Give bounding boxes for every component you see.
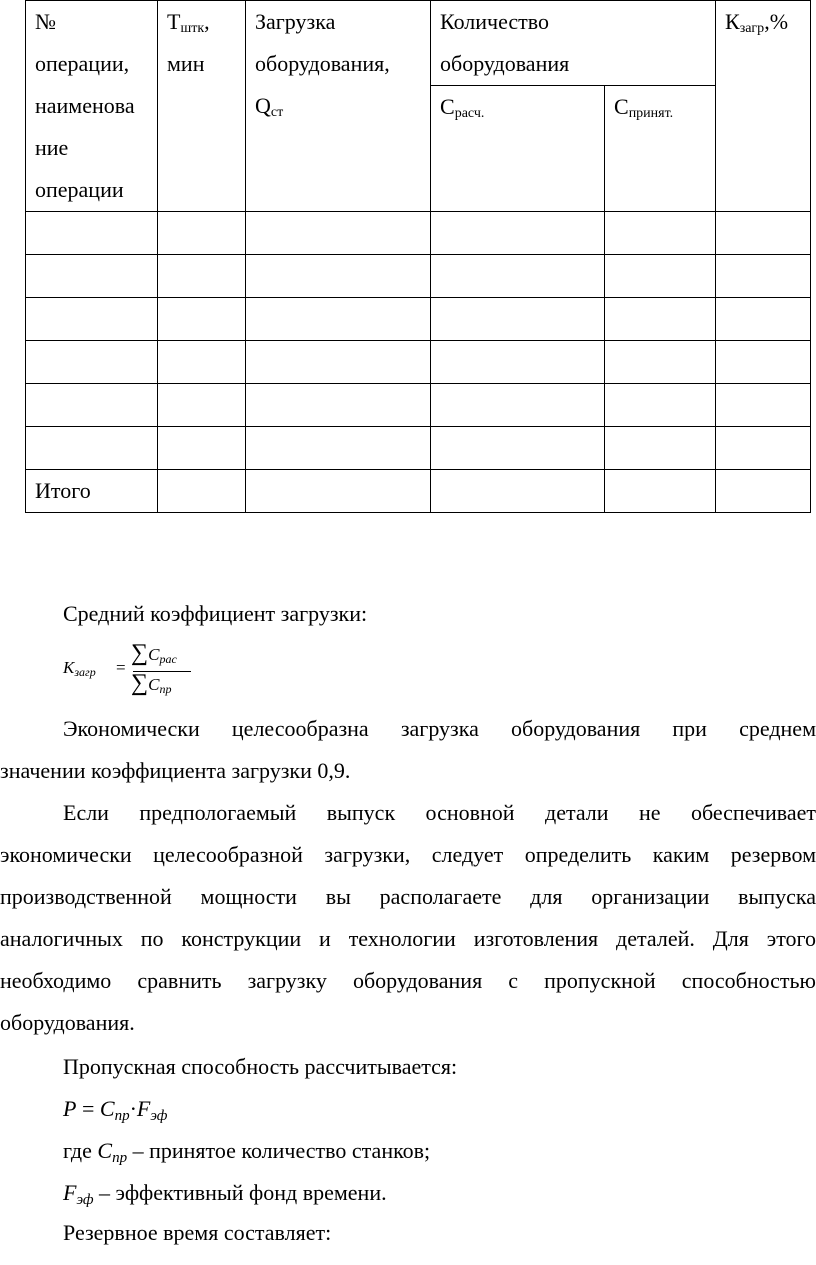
equipment-load-table (25, 0, 811, 513)
definition-c-pr: где Cпр – принятое количество станков; (63, 1138, 431, 1166)
table-row (26, 384, 811, 427)
header-c-accepted: $С_{принят.}$ (605, 86, 716, 212)
paragraph-economic-load: Экономически целесообразна загрузка оборудования при среднем значении коэффициента загрузки 0,9. (0, 716, 816, 783)
throughput-label: Пропускная способность рассчитывается: (63, 1054, 458, 1079)
header-load-coefficient: $К_{загр},\%$ (716, 1, 811, 212)
table-row (26, 255, 811, 298)
definition-f-ef: Fэф – эффективный фонд времени. (63, 1180, 387, 1208)
avg-coefficient-label: Средний коэффициент загрузки: (63, 601, 368, 626)
table-row (26, 427, 811, 470)
throughput-formula: P = Cпр·Fэф (63, 1096, 168, 1124)
header-operation: № операции, наименова ние операции (26, 1, 158, 212)
header-piece-time: $Т_{штк}$, мин (158, 1, 246, 212)
total-row (26, 470, 811, 513)
total-label: Итого (26, 470, 158, 513)
table-row (26, 212, 811, 255)
reserve-time-label: Резервное время составляет: (63, 1220, 332, 1245)
header-equipment-load: Загрузка оборудования, $Q_{ст}$ (246, 1, 431, 212)
paragraph-reserve-capacity: Если предпологаемый выпуск основной детали не обеспечивает экономически целесообразной загрузки, следует определить каким резервом производственной мощности вы располагаете для организации выпуска аналогичных по конструкции и технологии изготовления деталей. Для этого необходимо сравнить загрузку оборудования с пропускной способностью оборудования. (0, 800, 816, 1035)
header-equipment-quantity: Количество оборудования (431, 1, 716, 86)
table-row (26, 298, 811, 341)
table-row (26, 341, 811, 384)
load-coefficient-formula: Kзагр = ∑Cрас ∑Cпр (63, 640, 203, 700)
header-c-calc: $С_{расч.}$ (431, 86, 605, 212)
